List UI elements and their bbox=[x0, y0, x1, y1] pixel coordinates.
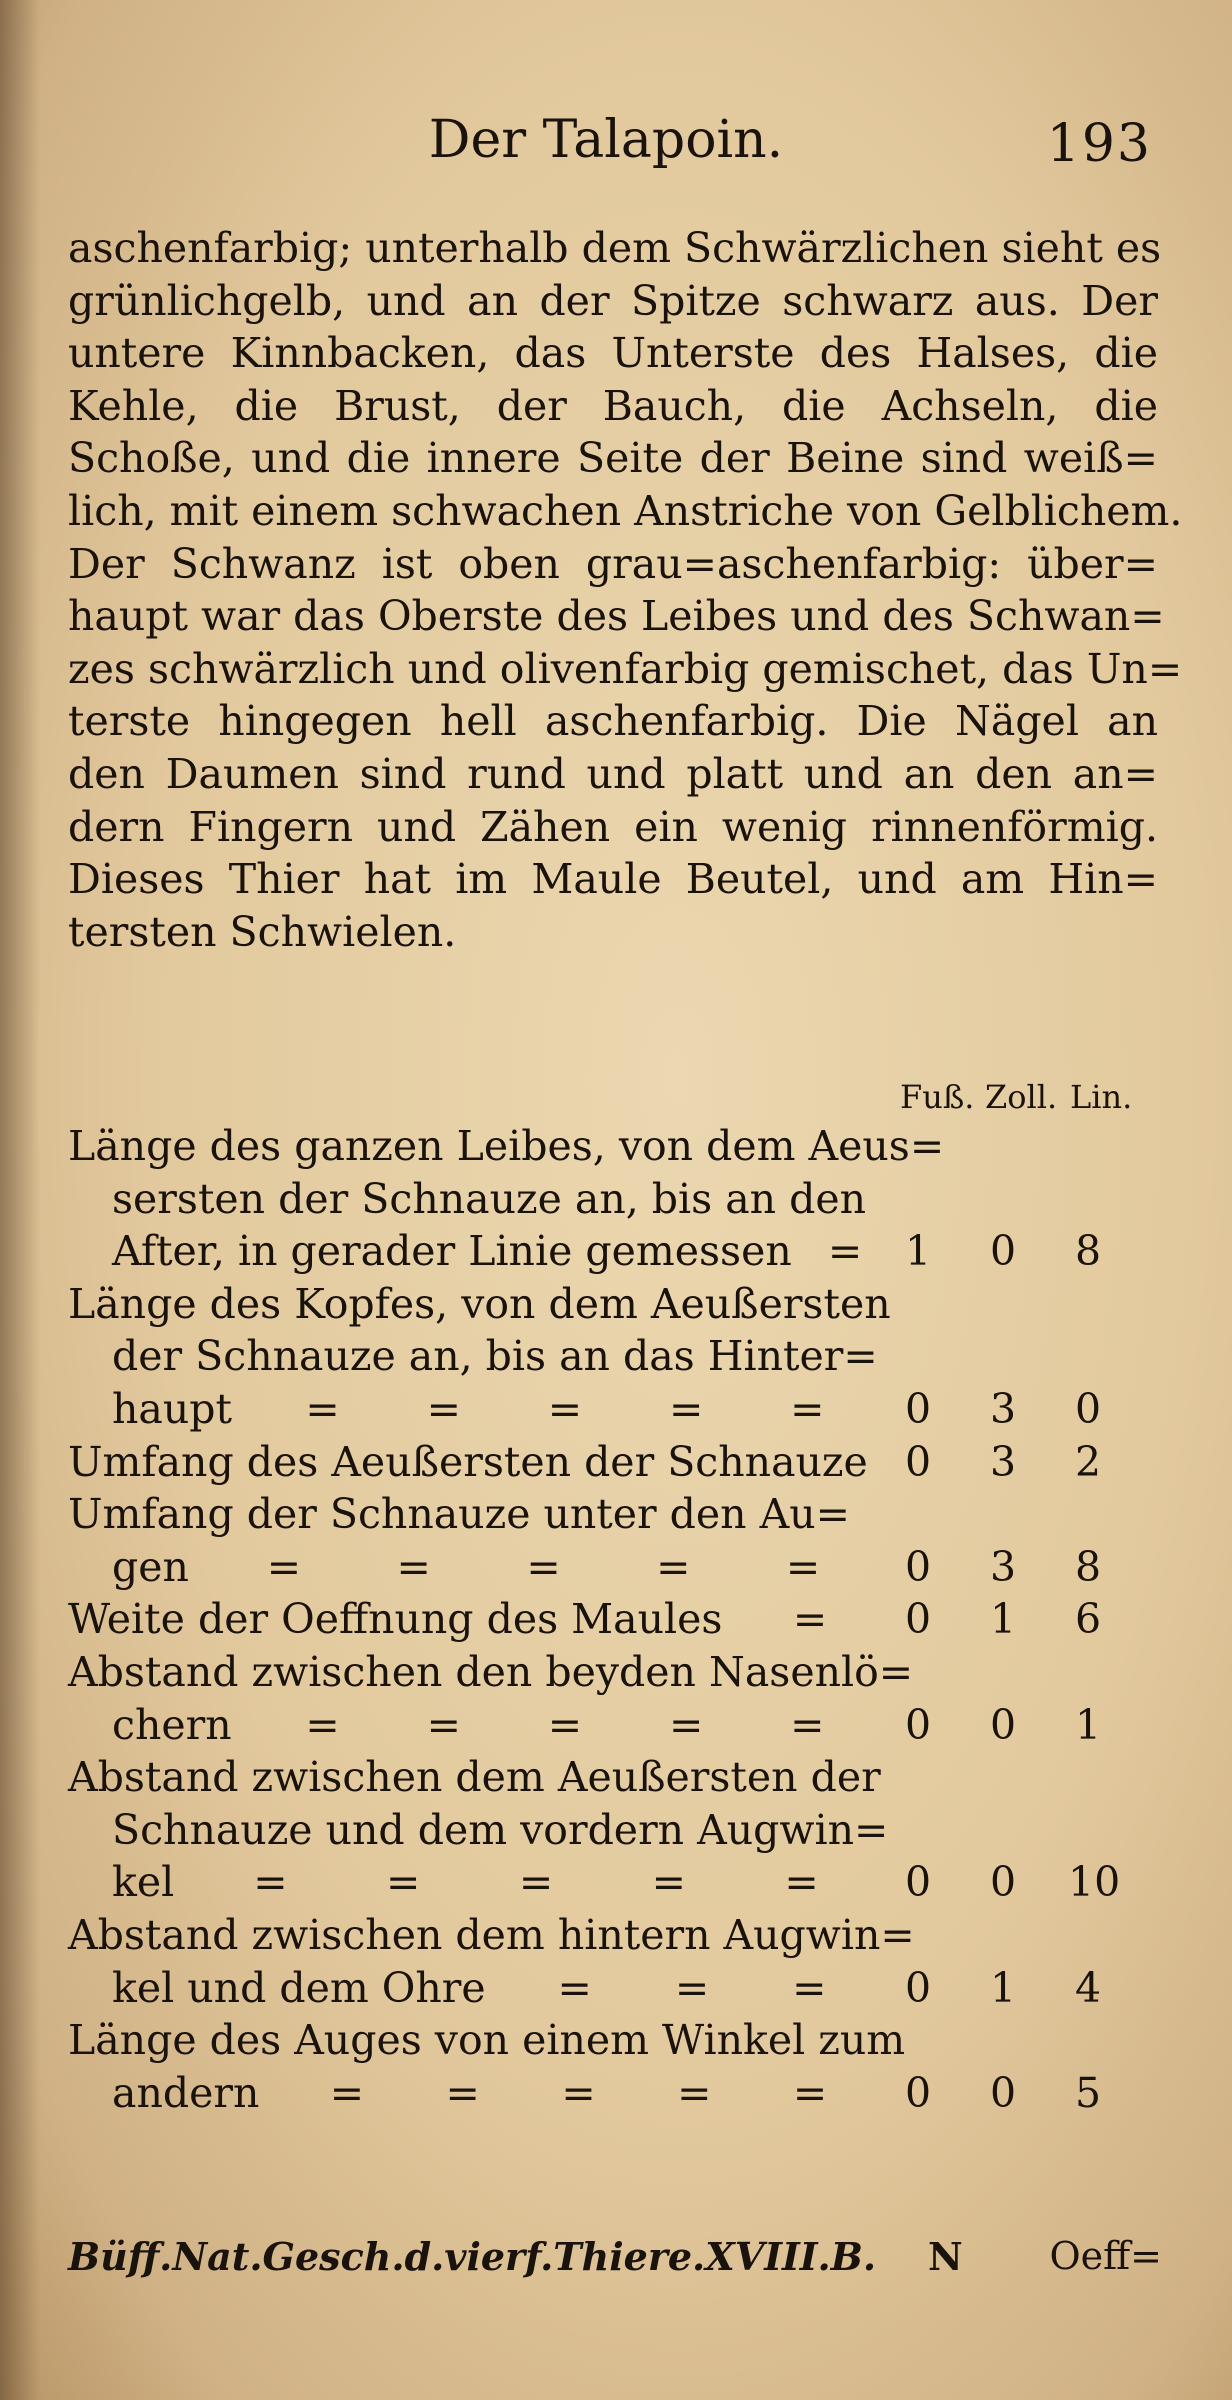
body-line: aschenfarbig; unterhalb dem Schwärzlichen sieht es bbox=[68, 224, 1162, 272]
value-zoll: 1 bbox=[989, 1595, 1017, 1644]
value-lin: 8 bbox=[1074, 1542, 1102, 1591]
measurement-label: Länge des Kopfes, von dem Aeußersten bbox=[68, 1279, 891, 1328]
unit-lin: Lin. bbox=[1070, 1078, 1133, 1116]
leader-dots: = = = = = bbox=[329, 2068, 828, 2117]
leader-dots: = = = = = bbox=[305, 1384, 825, 1433]
measurement-row-line bbox=[68, 1858, 1168, 1911]
value-lin: 0 bbox=[1074, 1384, 1102, 1433]
running-title: Der Talapoin. bbox=[428, 110, 784, 170]
unit-fuss: Fuß. bbox=[900, 1078, 975, 1116]
body-paragraph bbox=[68, 222, 1183, 958]
measurement-label: kel und dem Ohre bbox=[112, 1963, 486, 2012]
value-zoll: 0 bbox=[989, 1227, 1017, 1276]
value-fuss: 0 bbox=[904, 1963, 932, 2012]
measurement-row-line bbox=[68, 1280, 1168, 1333]
body-line: den Daumen sind rund und platt und an den an= bbox=[68, 749, 1158, 798]
measurement-table bbox=[68, 1122, 1168, 2121]
catchword: Oeff= bbox=[1049, 2234, 1162, 2278]
body-line: Dieses Thier hat im Maule Beutel, und am Hin= bbox=[68, 855, 1158, 904]
measurement-label: haupt bbox=[112, 1384, 232, 1433]
value-fuss: 0 bbox=[904, 1542, 932, 1591]
body-line: Kehle, die Brust, der Bauch, die Achseln, die bbox=[68, 381, 1158, 430]
body-line: Der Schwanz ist oben grau=aschenfarbig: über= bbox=[68, 539, 1158, 588]
measurement-label: Umfang des Aeußersten der Schnauze bbox=[68, 1437, 868, 1486]
measurement-row-line bbox=[68, 1543, 1168, 1596]
value-zoll: 1 bbox=[989, 1963, 1017, 2012]
value-zoll: 0 bbox=[989, 1858, 1017, 1907]
leader-dots: = = = bbox=[557, 1963, 827, 2012]
measurement-row-line bbox=[68, 1122, 1168, 1175]
value-fuss: 0 bbox=[904, 1595, 932, 1644]
value-fuss: 0 bbox=[904, 1858, 932, 1907]
leader-dots: = = = = = bbox=[266, 1542, 821, 1591]
value-lin: 8 bbox=[1074, 1227, 1102, 1276]
value-zoll: 0 bbox=[989, 1700, 1017, 1749]
body-line: dern Fingern und Zähen ein wenig rinnenförmig. bbox=[68, 802, 1158, 851]
body-line: tersten Schwielen. bbox=[68, 907, 457, 956]
measurement-row-line bbox=[68, 1227, 1168, 1280]
measurement-label: Umfang der Schnauze unter den Au= bbox=[68, 1490, 850, 1539]
measurement-row-line bbox=[68, 1595, 1168, 1648]
measurement-label: Weite der Oeffnung des Maules bbox=[68, 1595, 723, 1644]
measurement-row-line bbox=[68, 1438, 1168, 1491]
measurement-row-line bbox=[68, 2016, 1168, 2069]
value-zoll: 3 bbox=[989, 1384, 1017, 1433]
measurement-row-line bbox=[68, 1385, 1168, 1438]
measurement-row-line bbox=[68, 1911, 1168, 1964]
value-lin: 6 bbox=[1074, 1595, 1102, 1644]
measurement-label: Abstand zwischen dem hintern Augwin= bbox=[68, 1910, 915, 1959]
body-line: zes schwärzlich und olivenfarbig gemischet, das Un= bbox=[68, 644, 1183, 693]
body-line: haupt war das Oberste des Leibes und des Schwan= bbox=[68, 592, 1165, 641]
signature-line: Büff.Nat.Gesch.d.vierf.Thiere.XVIII.B. bbox=[68, 2234, 877, 2279]
value-zoll: 3 bbox=[989, 1542, 1017, 1591]
value-fuss: 0 bbox=[904, 2068, 932, 2117]
value-zoll: 0 bbox=[989, 2068, 1017, 2117]
value-zoll: 3 bbox=[989, 1437, 1017, 1486]
body-line: lich, mit einem schwachen Anstriche von Gelblichem. bbox=[68, 486, 1183, 535]
value-lin: 5 bbox=[1074, 2068, 1102, 2117]
measurement-row-line bbox=[68, 1175, 1168, 1228]
leader-dots: = bbox=[827, 1227, 863, 1276]
units-header bbox=[880, 1078, 1170, 1128]
measurement-row-line bbox=[68, 2069, 1168, 2122]
measurement-row-line bbox=[68, 1806, 1168, 1859]
measurement-label: Länge des Auges von einem Winkel zum bbox=[68, 2016, 906, 2065]
page-gutter-shadow bbox=[0, 0, 40, 2400]
measurement-label: Schnauze und dem vordern Augwin= bbox=[112, 1805, 889, 1854]
body-line: untere Kinnbacken, das Unterste des Halses, die bbox=[68, 329, 1158, 378]
measurement-label: Abstand zwischen dem Aeußersten der bbox=[68, 1753, 881, 1802]
value-lin: 2 bbox=[1074, 1437, 1102, 1486]
value-lin: 10 bbox=[1068, 1858, 1121, 1907]
unit-zoll: Zoll. bbox=[985, 1078, 1058, 1116]
page-number: 193 bbox=[1046, 114, 1152, 174]
page-footer bbox=[68, 2234, 1162, 2294]
measurement-label: der Schnauze an, bis an das Hinter= bbox=[112, 1332, 878, 1381]
page-header bbox=[60, 110, 1152, 180]
body-line: Schoße, und die innere Seite der Beine sind weiß= bbox=[68, 434, 1158, 483]
measurement-row-line bbox=[68, 1701, 1168, 1754]
measurement-label: Abstand zwischen den beyden Nasenlö= bbox=[68, 1647, 914, 1696]
value-lin: 1 bbox=[1074, 1700, 1102, 1749]
measurement-label: After, in gerader Linie gemessen bbox=[112, 1227, 792, 1276]
body-line: terste hingegen hell aschenfarbig. Die Nägel an bbox=[68, 697, 1158, 746]
leader-dots: = = = = = bbox=[253, 1858, 819, 1907]
measurement-label: kel bbox=[112, 1858, 175, 1907]
leader-dots: = = = = = bbox=[305, 1700, 825, 1749]
value-fuss: 1 bbox=[904, 1227, 932, 1276]
measurement-label: Länge des ganzen Leibes, von dem Aeus= bbox=[68, 1122, 945, 1170]
measurement-label: chern bbox=[112, 1700, 232, 1749]
value-fuss: 0 bbox=[904, 1384, 932, 1433]
measurement-row-line bbox=[68, 1753, 1168, 1806]
measurement-row-line bbox=[68, 1332, 1168, 1385]
measurement-row-line bbox=[68, 1964, 1168, 2017]
measurement-label: andern bbox=[112, 2068, 260, 2117]
measurement-row-line bbox=[68, 1490, 1168, 1543]
value-fuss: 0 bbox=[904, 1700, 932, 1749]
measurement-label: gen bbox=[112, 1542, 189, 1591]
value-lin: 4 bbox=[1074, 1963, 1102, 2012]
measurement-row-line bbox=[68, 1648, 1168, 1701]
measurement-label: sersten der Schnauze an, bis an den bbox=[112, 1174, 867, 1223]
leader-dots: = bbox=[792, 1595, 828, 1644]
body-line: grünlichgelb, und an der Spitze schwarz aus. Der bbox=[68, 276, 1158, 325]
signature-mark: N bbox=[928, 2234, 963, 2279]
value-fuss: 0 bbox=[904, 1437, 932, 1486]
